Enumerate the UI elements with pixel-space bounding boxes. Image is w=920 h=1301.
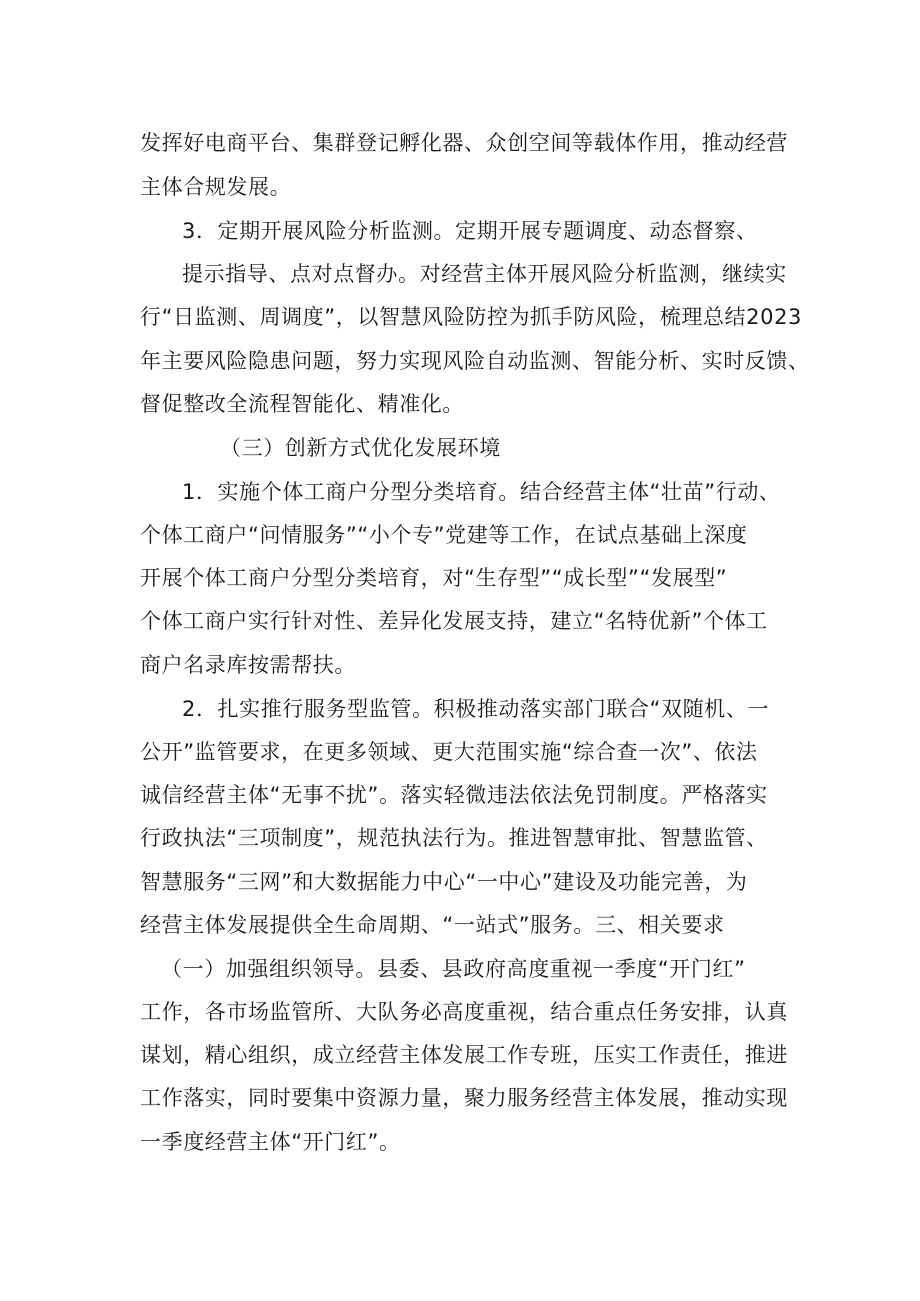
- paragraph-line: 行“日监测、周调度”，以智慧风险防控为抓手防风险，梳理总结2023: [140, 305, 802, 329]
- paragraph-line: 年主要风险隐患问题，努力实现风险自动监测、智能分析、实时反馈、: [140, 349, 810, 373]
- paragraph-line: 个体工商户实行针对性、差异化发展支持，建立“名特优新”个体工: [140, 609, 768, 633]
- paragraph-line: 经营主体发展提供全生命周期、“一站式”服务。三、相关要求: [140, 913, 725, 937]
- paragraph-line: 2．扎实推行服务型监管。积极推动落实部门联合“双随机、一: [182, 697, 770, 721]
- paragraph-line: 主体合规发展。: [140, 175, 292, 199]
- paragraph-line: 提示指导、点对点督办。对经营主体开展风险分析监测，继续实: [182, 262, 787, 286]
- paragraph-line: 谋划，精心组织，成立经营主体发展工作专班，压实工作责任，推进: [140, 1043, 788, 1067]
- paragraph-line: 公开”监管要求，在更多领域、更大范围实施“综合查一次”、依法: [140, 740, 758, 764]
- paragraph-line: 1．实施个体工商户分型分类培育。结合经营主体“壮苗”行动、: [182, 480, 781, 504]
- paragraph-line: 督促整改全流程智能化、精准化。: [140, 392, 464, 416]
- paragraph-line: 诚信经营主体“无事不扰”。落实轻微违法依法免罚制度。严格落实: [140, 783, 768, 807]
- paragraph-line: 行政执法“三项制度”，规范执法行为。推进智慧审批、智慧监管、: [140, 826, 768, 850]
- section-heading: （三）创新方式优化发展环境: [220, 436, 501, 460]
- paragraph-line: 开展个体工商户分型分类培育，对“生存型”“成长型”“发展型”: [140, 566, 728, 590]
- paragraph-line: 3．定期开展风险分析监测。定期开展专题调度、动态督察、: [182, 219, 758, 243]
- paragraph-line: 智慧服务“三网”和大数据能力中心“一中心”建设及功能完善，为: [140, 870, 748, 894]
- paragraph-line: 商户名录库按需帮扶。: [140, 653, 356, 677]
- paragraph-line: 工作，各市场监管所、大队务必高度重视，结合重点任务安排，认真: [140, 1000, 788, 1024]
- paragraph-line: 一季度经营主体“开门红”。: [140, 1130, 401, 1154]
- paragraph-line: 发挥好电商平台、集群登记孵化器、众创空间等载体作用，推动经营: [140, 131, 788, 155]
- paragraph-line: （一）加强组织领导。县委、县政府高度重视一季度“开门红”: [161, 957, 746, 981]
- paragraph-line: 个体工商户“问情服务”“小个专”党建等工作，在试点基础上深度: [140, 523, 748, 547]
- paragraph-line: 工作落实，同时要集中资源力量，聚力服务经营主体发展，推动实现: [140, 1086, 788, 1110]
